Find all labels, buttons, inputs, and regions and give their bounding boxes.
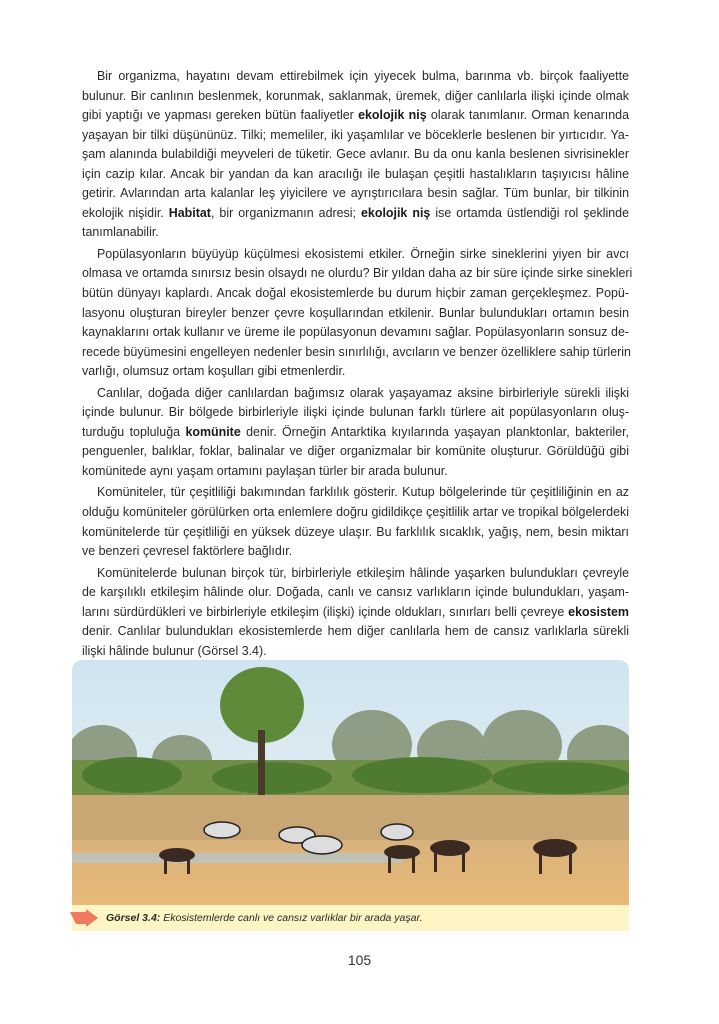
savanna-photo xyxy=(72,660,629,905)
text-segment: Canlılar, doğada diğer canlılardan bağımsız olarak yaşayamaz aksine birbirleriyle sürekli ilişki xyxy=(97,385,629,400)
text-segment: varlığı, olumsuz ortam koşulları gibi etmenlerdir. xyxy=(82,364,346,379)
text-line xyxy=(82,264,633,284)
paragraph xyxy=(82,245,633,382)
text-line xyxy=(82,483,629,503)
arrow-right-icon xyxy=(70,909,100,927)
text-segment: bütün dünyayı kaplardı. Ancak doğal ekosistemlerde bu durum hiçbir zaman gerçekleşmez. Popü- xyxy=(82,286,629,301)
text-segment: recede büyümesini engelleyen nedenler besin sınırlılığı, avcıların ve benzer özelliklere sahip türlerin xyxy=(82,344,631,359)
text-segment: ise ortamda üstlendiği rol şeklinde xyxy=(430,205,629,220)
text-line xyxy=(82,583,629,603)
paragraph xyxy=(82,564,629,662)
page-number: 105 xyxy=(347,952,372,968)
text-segment: de karşılıklı etkileşim hâlinde olur. Doğada, canlı ve cansız varlıkların içinde bulundukları, yaşam- xyxy=(82,585,629,600)
text-line xyxy=(82,245,629,265)
text-line xyxy=(82,204,629,224)
text-segment: şam alanında bulabildiği meyveleri de tüketir. Gece avlanır. Bu da onu kanla beslenen sivrisinekler xyxy=(82,147,629,162)
text-segment: olmasa ve ortamda sınırsız besin olsaydı ne olurdu? Bir yıldan daha az bir süre içinde sirke sinekleri xyxy=(82,266,633,281)
key-term: ekolojik niş xyxy=(361,205,431,220)
text-segment: getirir. Avlarından arta kalanlar leş yiyicilere ve ayrıştırıcılara besin sağlar. Tüm bunlar, bir tilkinin xyxy=(82,186,629,201)
text-segment: olduğu komüniteler görülürken orta enlemlere doğru gidildikçe çeşitlilik artar ve tropikal bölgelerdeki xyxy=(82,505,629,520)
text-line xyxy=(82,403,629,423)
figure-3-4 xyxy=(72,660,629,931)
text-segment: gibi yaptığı ve yapması gereken bütün faaliyetler xyxy=(82,108,359,123)
paragraph xyxy=(82,483,629,561)
text-line xyxy=(82,304,629,324)
text-segment: tanımlanabilir. xyxy=(82,225,159,240)
paragraph xyxy=(82,67,629,243)
text-line xyxy=(82,384,629,404)
text-line xyxy=(82,564,629,584)
text-line xyxy=(82,223,629,243)
text-line xyxy=(82,442,629,462)
figure-caption xyxy=(72,905,629,931)
text-segment: komünitede aynı yaşam ortamını paylaşan türler bir arada bulunur. xyxy=(82,463,448,478)
text-segment: Komünitelerde bulunan birçok tür, birbirleriyle etkileşim hâlinde yaşarken bulundukları çevreyle xyxy=(97,565,629,580)
figure-label: Görsel 3.4: xyxy=(106,912,161,924)
text-segment: komünitelerde tür çeşitliliği en yüksek düzeye ulaşır. Bu farklılık sıcaklık, yağış, nem, besin miktarı xyxy=(82,524,629,539)
text-line xyxy=(82,126,629,146)
text-line xyxy=(82,503,629,523)
text-segment: Bir organizma, hayatını devam ettirebilmek için yiyecek bulma, barınma vb. birçok faaliyette xyxy=(97,69,629,83)
text-line xyxy=(82,362,629,382)
text-segment: denir. Canlılar bulundukları ekosistemlerde hem diğer canlılarla hem de cansız varlıklarla sürekli xyxy=(82,624,629,639)
text-line xyxy=(82,145,629,165)
key-term: ekosistem xyxy=(568,604,629,619)
text-line xyxy=(82,423,629,443)
text-line xyxy=(82,284,629,304)
text-segment: Komüniteler, tür çeşitliliği bakımından farklılık gösterir. Kutup bölgelerinde tür çeşitliliğinin en az xyxy=(97,485,629,500)
text-segment: içinde bulunur. Bir bölgede birbirleriyle ilişki içinde bulunan farklı türlere ait popülasyonların oluş- xyxy=(82,405,629,420)
text-line xyxy=(82,603,629,623)
text-segment: ve benzeri çevresel faktörlere bağlıdır. xyxy=(82,544,293,559)
text-line xyxy=(82,542,629,562)
text-segment: lasyonu oluşturan bireyler benzer çevre koşullarından etkilenir. Bunlar bulundukları ortamın besin xyxy=(82,305,629,320)
text-segment: ilişki hâlinde bulunur (Görsel 3.4). xyxy=(82,643,267,658)
text-segment: yaşayan bir tilki düşününüz. Tilki; memeliler, iki yaşamlılar ve böceklerle beslenen bir yırtıcıdır. Ya- xyxy=(82,127,629,142)
text-segment: turduğu topluluğa xyxy=(82,424,186,439)
paragraph xyxy=(82,384,629,482)
text-line xyxy=(82,165,629,185)
text-segment: larını sürdürdükleri ve birbirleriyle etkileşim (ilişki) içinde oldukları, sınırları belli çevreye xyxy=(82,604,569,619)
text-segment: Popülasyonların büyüyüp küçülmesi ekosistemi etkiler. Örneğin sirke sineklerini yiyen bir avcı xyxy=(97,246,629,261)
text-line xyxy=(82,106,629,126)
key-term: komünite xyxy=(185,424,241,439)
text-segment: ekolojik nişidir. xyxy=(82,205,169,220)
text-line xyxy=(82,462,629,482)
text-line xyxy=(82,87,629,107)
text-line xyxy=(82,323,629,343)
text-line xyxy=(82,343,629,363)
text-segment: denir. Örneğin Antarktika kıyılarında yaşayan planktonlar, bakteriler, xyxy=(240,424,629,439)
figure-caption-text: Ekosistemlerde canlı ve cansız varlıklar bir arada yaşar. xyxy=(160,912,423,924)
body-text xyxy=(82,67,633,663)
text-line xyxy=(82,184,629,204)
text-segment: için cazip kılar. Ancak bir yandan da kan aracılığı ile bulaşan çeşitli hastalıkların taşıyıcısı hâline xyxy=(82,166,629,181)
text-line xyxy=(82,622,629,642)
key-term: Habitat xyxy=(168,205,211,220)
text-line xyxy=(82,523,629,543)
text-segment: olarak tanımlanır. Orman kenarında xyxy=(426,108,629,123)
text-line xyxy=(82,67,629,87)
text-segment: , bir organizmanın adresi; xyxy=(210,205,362,220)
text-segment: kaynaklarını ortak kullanır ve üreme ile popülasyonun devamını sağlar. Popülasyonların sonsuz de- xyxy=(82,325,629,340)
text-segment: penguenler, balıklar, foklar, balinalar ve diğer organizmalar bir komünite oluşturur. Görüldüğü gibi xyxy=(82,444,629,459)
text-line xyxy=(82,642,629,662)
savanna-illustration xyxy=(72,660,629,905)
key-term: ekolojik niş xyxy=(358,108,427,123)
text-segment: bulunur. Bir canlının beslenmek, korunmak, saklanmak, üremek, diğer canlılarla ilişki içinde olmak xyxy=(82,88,629,103)
